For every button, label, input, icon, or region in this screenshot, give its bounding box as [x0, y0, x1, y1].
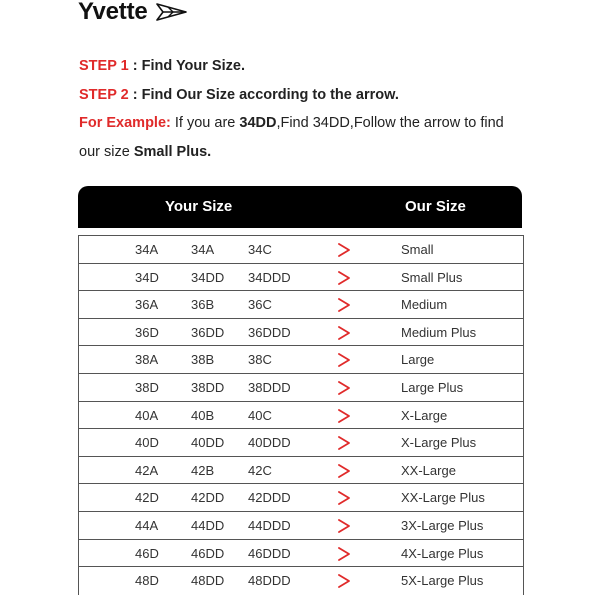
your-size-cell: 40A: [135, 407, 159, 423]
table-row: [79, 264, 523, 292]
our-size-cell: Small Plus: [401, 269, 463, 285]
table-row: [79, 484, 523, 512]
your-size-cell: 40DDD: [248, 435, 291, 451]
header-our-size: Our Size: [405, 198, 466, 215]
your-size-cell: 36A: [135, 297, 159, 313]
step-1-label: STEP 1: [79, 58, 129, 74]
chevron-right-icon: [338, 491, 350, 505]
our-size-cell: Large Plus: [401, 379, 464, 395]
your-size-cell: 38DD: [191, 379, 225, 395]
example-result: Small Plus.: [133, 143, 212, 160]
your-size-cell: 36DDD: [248, 324, 291, 340]
table-row: [79, 540, 523, 568]
example-label: For Example:: [79, 115, 171, 131]
your-size-cell: 36D: [135, 324, 159, 340]
your-size-cell: 38A: [135, 352, 159, 368]
size-table-header: [78, 186, 522, 228]
your-size-cell: 34DD: [191, 269, 225, 285]
your-size-cell: 46DD: [191, 545, 225, 561]
our-size-cell: XX-Large Plus: [401, 490, 485, 506]
example-line-2: [79, 138, 539, 167]
your-size-cell: 48DDD: [248, 573, 291, 589]
chevron-right-icon: [338, 574, 350, 588]
your-size-cell: 44DD: [191, 517, 225, 533]
our-size-cell: 4X-Large Plus: [401, 545, 484, 561]
example-line: [79, 109, 539, 138]
chevron-right-icon: [338, 464, 350, 478]
your-size-cell: 40B: [191, 407, 215, 423]
step-2-text: : Find Our Size according to the arrow.: [128, 86, 399, 103]
your-size-cell: 34A: [191, 242, 215, 257]
step-2-label: STEP 2: [79, 86, 129, 103]
brand-header: [78, 0, 188, 24]
our-size-cell: X-Large: [401, 407, 448, 423]
your-size-cell: 38DDD: [248, 379, 291, 395]
your-size-cell: 42DDD: [248, 490, 291, 506]
your-size-cell: 42DD: [191, 490, 225, 506]
size-instructions: [79, 52, 539, 166]
step-1-text: : Find Your Size.: [128, 58, 245, 74]
table-row: [79, 402, 523, 430]
step-2-line: [79, 81, 539, 110]
our-size-cell: X-Large Plus: [401, 435, 477, 451]
table-row: [79, 236, 523, 264]
your-size-cell: 34DDD: [248, 269, 291, 285]
table-row: [79, 429, 523, 457]
your-size-cell: 34C: [248, 242, 272, 257]
your-size-cell: 36C: [248, 297, 272, 313]
chevron-right-icon: [338, 409, 350, 423]
your-size-cell: 38B: [191, 352, 215, 368]
chevron-right-icon: [338, 298, 350, 312]
chevron-right-icon: [338, 271, 350, 285]
table-row: [79, 567, 523, 595]
your-size-cell: 36DD: [191, 324, 225, 340]
table-row: [79, 346, 523, 374]
your-size-cell: 38D: [135, 379, 159, 395]
our-size-cell: Large: [401, 352, 435, 368]
your-size-cell: 40D: [135, 435, 159, 451]
table-row: [79, 291, 523, 319]
paper-plane-logo-icon: [156, 2, 188, 22]
chevron-right-icon: [338, 547, 350, 561]
your-size-cell: 42C: [248, 462, 272, 478]
example-pre: If you are: [170, 115, 240, 131]
table-row: [79, 319, 523, 347]
your-size-cell: 44DDD: [248, 517, 291, 533]
step-1-line: [79, 52, 539, 81]
table-row: [79, 512, 523, 540]
chevron-right-icon: [338, 353, 350, 367]
example-mid: ,Find 34DD,Follow the arrow to find: [276, 115, 504, 131]
chevron-right-icon: [338, 381, 350, 395]
our-size-cell: Small: [401, 242, 434, 257]
your-size-cell: 36B: [191, 297, 215, 313]
your-size-cell: 38C: [248, 352, 272, 368]
chevron-right-icon: [338, 519, 350, 533]
our-size-cell: Medium Plus: [401, 324, 477, 340]
chevron-right-icon: [338, 436, 350, 450]
your-size-cell: 34A: [135, 242, 159, 257]
your-size-cell: 42B: [191, 462, 215, 478]
your-size-cell: 48D: [135, 573, 159, 589]
size-table: [78, 235, 524, 595]
your-size-cell: 40DD: [191, 435, 225, 451]
table-row: [79, 457, 523, 485]
chevron-right-icon: [338, 243, 350, 257]
our-size-cell: 3X-Large Plus: [401, 517, 484, 533]
your-size-cell: 40C: [248, 407, 272, 423]
example-line2-pre: our size: [79, 143, 134, 160]
our-size-cell: 5X-Large Plus: [401, 573, 484, 589]
your-size-cell: 42D: [135, 490, 159, 506]
your-size-cell: 42A: [135, 462, 159, 478]
our-size-cell: XX-Large: [401, 462, 456, 478]
your-size-cell: 46D: [135, 545, 159, 561]
table-row: [79, 374, 523, 402]
your-size-cell: 46DDD: [248, 545, 291, 561]
header-your-size: Your Size: [165, 198, 233, 215]
your-size-cell: 44A: [135, 517, 159, 533]
our-size-cell: Medium: [401, 297, 448, 313]
your-size-cell: 34D: [135, 269, 159, 285]
example-size: 34DD: [239, 115, 277, 131]
brand-name: Yvette: [78, 0, 148, 25]
chevron-right-icon: [338, 326, 350, 340]
your-size-cell: 48DD: [191, 573, 225, 589]
